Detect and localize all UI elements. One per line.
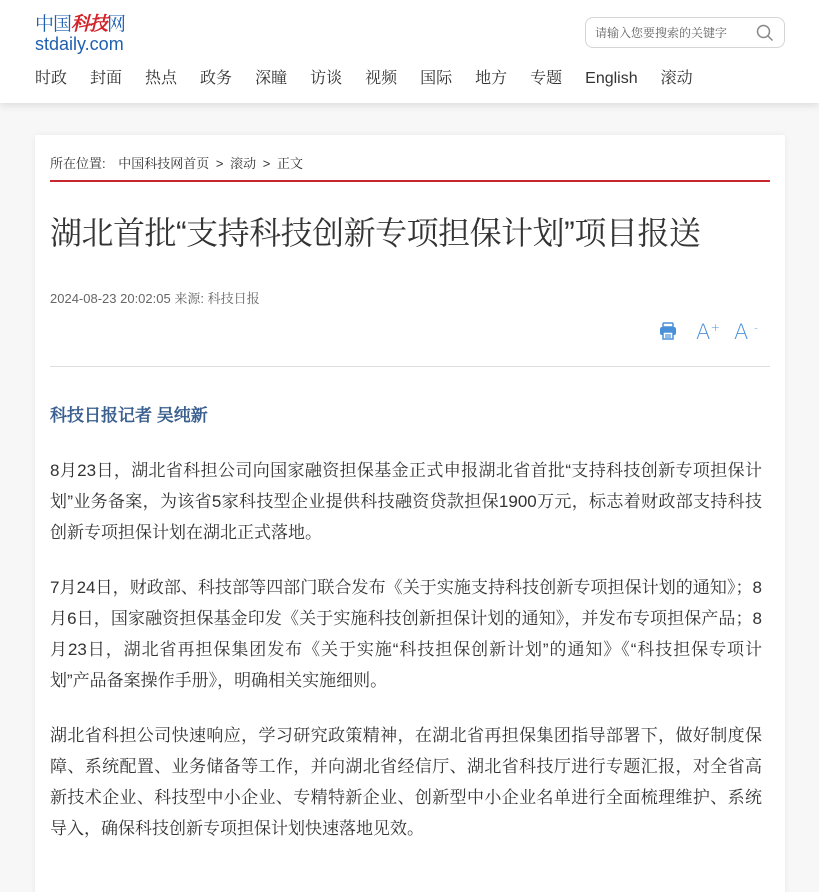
nav-gundong[interactable]: 滚动: [660, 70, 693, 87]
breadcrumb-current: 正文: [276, 156, 303, 171]
breadcrumb-home[interactable]: 中国科技网首页: [118, 156, 210, 171]
print-icon[interactable]: [658, 321, 680, 343]
article-tools: [658, 320, 772, 344]
site-logo[interactable]: [35, 13, 145, 55]
article-title: 湖北首批“支持科技创新专项担保计划”项目报送: [50, 215, 701, 251]
nav-fengmian[interactable]: 封面: [90, 70, 123, 87]
article-author: 科技日报记者 吴纯新: [50, 406, 208, 425]
paragraph: 8月23日，湖北省科担公司向国家融资担保基金正式申报湖北省首批“支持科技创新专项担保计划”业务备案，为该省5家科技型企业提供科技融资贷款担保1900万元，标志着财政部支持科技创新专项担保计划在湖北正式落地。: [50, 461, 762, 542]
paragraph: 7月24日，财政部、科技部等四部门联合发布《关于实施支持科技创新专项担保计划的通知》；8月6日，国家融资担保基金印发《关于实施科技创新担保计划的通知》，并发布专项担保产品；8月23日，湖北省再担保集团发布《关于实施“科技担保创新计划”的通知》《“科技担保专项计划”产品备案操作手册》，明确相关实施细则。: [50, 578, 762, 690]
logo-chinese: 中国科技网: [35, 13, 126, 35]
logo-english: stdaily.com: [35, 34, 124, 54]
main-nav: [35, 68, 716, 92]
article-meta: [50, 291, 260, 307]
font-increase-icon[interactable]: A +: [696, 320, 720, 344]
search-input[interactable]: [595, 24, 755, 42]
search-icon[interactable]: [756, 24, 774, 42]
nav-redian[interactable]: 热点: [145, 70, 178, 87]
nav-shentong[interactable]: 深瞳: [255, 70, 288, 87]
breadcrumb: [50, 156, 303, 172]
article-card: [35, 135, 785, 892]
breadcrumb-separator: >: [262, 156, 271, 171]
breadcrumb-label: 所在位置:: [50, 156, 106, 171]
meta-divider: [50, 366, 770, 367]
breadcrumb-divider: [50, 180, 770, 182]
site-header: [0, 0, 819, 103]
nav-shipin[interactable]: 视频: [365, 70, 398, 87]
font-decrease-icon[interactable]: A -: [734, 320, 758, 344]
nav-fangtan[interactable]: 访谈: [310, 70, 343, 87]
nav-shizheng[interactable]: 时政: [35, 70, 68, 87]
publish-datetime: 2024-08-23 20:02:05: [50, 291, 171, 306]
nav-zhengwu[interactable]: 政务: [200, 70, 233, 87]
nav-english[interactable]: English: [585, 70, 638, 87]
source-label: 来源:: [174, 291, 204, 306]
breadcrumb-gundong[interactable]: 滚动: [230, 156, 257, 171]
search-box: [585, 17, 785, 48]
article-body: [50, 455, 762, 868]
nav-guoji[interactable]: 国际: [420, 70, 453, 87]
breadcrumb-separator: >: [215, 156, 224, 171]
nav-difang[interactable]: 地方: [475, 70, 508, 87]
paragraph: 湖北省科担公司快速响应，学习研究政策精神，在湖北省再担保集团指导部署下，做好制度保障、系统配置、业务储备等工作，并向湖北省经信厅、湖北省科技厅进行专题汇报，对全省高新技术企业、科技型中小企业、专精特新企业、创新型中小企业名单进行全面梳理维护、系统导入，确保科技创新专项担保计划快速落地见效。: [50, 726, 762, 838]
nav-zhuanti[interactable]: 专题: [530, 70, 563, 87]
source-name: 科技日报: [207, 291, 260, 306]
